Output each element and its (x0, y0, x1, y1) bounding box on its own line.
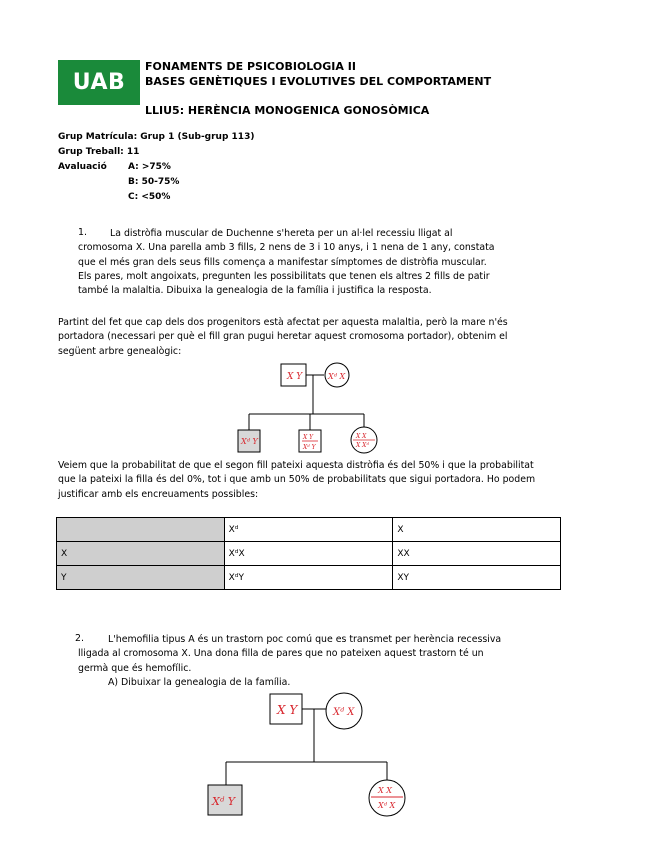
answer-line: Partint del fet que cap dels dos progenitors està afectat per aquesta malaltia, però la mare n'és (58, 317, 508, 328)
father-genotype: X Y (287, 372, 303, 382)
q2-part-a: A) Dibuixar la genealogia de la família. (108, 676, 291, 688)
answer-line: següent arbre genealògic: (58, 345, 182, 357)
conclusion-line: justificar amb els encreuaments possibles: (58, 488, 259, 500)
q2-line: germà que és hemofílic. (78, 662, 192, 674)
father-genotype: X Y (277, 703, 298, 717)
daughter-genotype-bottom: X Xᵈ (356, 442, 369, 449)
uab-logo: UAB (58, 60, 140, 105)
table-cell: X (57, 542, 225, 566)
course-subtitle: BASES GENÈTIQUES I EVOLUTIVES DEL COMPORTAMENT (145, 75, 492, 88)
q1-line: Els pares, molt angoixats, pregunten les possibilitats que tenen els altres 2 fills de patir (78, 270, 490, 282)
conclusion-line: que la pateixi la filla és del 0%, tot i que amb un 50% de probabilitats que sigui portadora. Ho podem (58, 474, 536, 486)
grade-b: B: 50-75% (128, 177, 180, 187)
q1-line: que el més gran dels seus fills comença a manifestar símptomes de distròfia muscular. (78, 256, 487, 268)
table-cell: XY (393, 566, 561, 590)
q1-line: també la malaltia. Dibuixa la genealogia de la família i justifica la resposta. (78, 285, 432, 297)
grup-matricula: Grup Matrícula: Grup 1 (Sub-grup 113) (58, 132, 255, 142)
son2-genotype-top: X Y (303, 434, 314, 441)
table-cell: Y (57, 566, 225, 590)
daughter-genotype-bottom: Xᵈ X (378, 801, 396, 810)
q2-line: L'hemofilia tipus A és un trastorn poc comú que es transmet per herència recessiva (108, 634, 502, 645)
conclusion-line: Veiem que la probabilitat de que el segon fill pateixi aquesta distròfia és del 50% i que la probabilitat (58, 460, 534, 471)
grade-a: A: >75% (128, 162, 171, 172)
grade-c: C: <50% (128, 192, 171, 202)
daughter-genotype-top: X X (378, 786, 392, 795)
avaluacio-label: Avaluació (58, 162, 107, 172)
course-title: FONAMENTS DE PSICOBIOLOGIA II (145, 60, 356, 73)
mother-genotype: Xᵈ X (333, 707, 355, 718)
table-cell: XᵈY (224, 566, 393, 590)
table-cell: X (393, 518, 561, 542)
answer-line: portadora (necessari per què el fill gran pugui heretar aquest cromosoma portador), obtenim el (58, 331, 508, 343)
son2-genotype-bottom: Xᵈ Y (303, 444, 316, 451)
q2-number: 2. (75, 633, 84, 644)
table-cell: Xᵈ (224, 518, 393, 542)
mother-genotype: Xᵈ X (328, 372, 346, 381)
lesson-title: LLIU5: HERÈNCIA MONOGENICA GONOSÒMICA (145, 104, 430, 117)
table-cell: XX (393, 542, 561, 566)
table-cell: XᵈX (224, 542, 393, 566)
son-genotype: Xᵈ Y (212, 795, 235, 808)
q1-line: La distròfia muscular de Duchenne s'hereta per un al·lel recessiu lligat al (110, 228, 453, 239)
daughter-genotype-top: X X (356, 433, 367, 440)
q1-number: 1. (78, 227, 87, 238)
son1-genotype: Xᵈ Y (241, 437, 258, 446)
grup-treball: Grup Treball: 11 (58, 147, 140, 157)
q1-line: cromosoma X. Una parella amb 3 fills, 2 nens de 3 i 10 anys, i 1 nena de 1 any, constata (78, 242, 495, 254)
q2-line: lligada al cromosoma X. Una dona filla de pares que no pateixen aquest trastorn té un (78, 648, 484, 660)
